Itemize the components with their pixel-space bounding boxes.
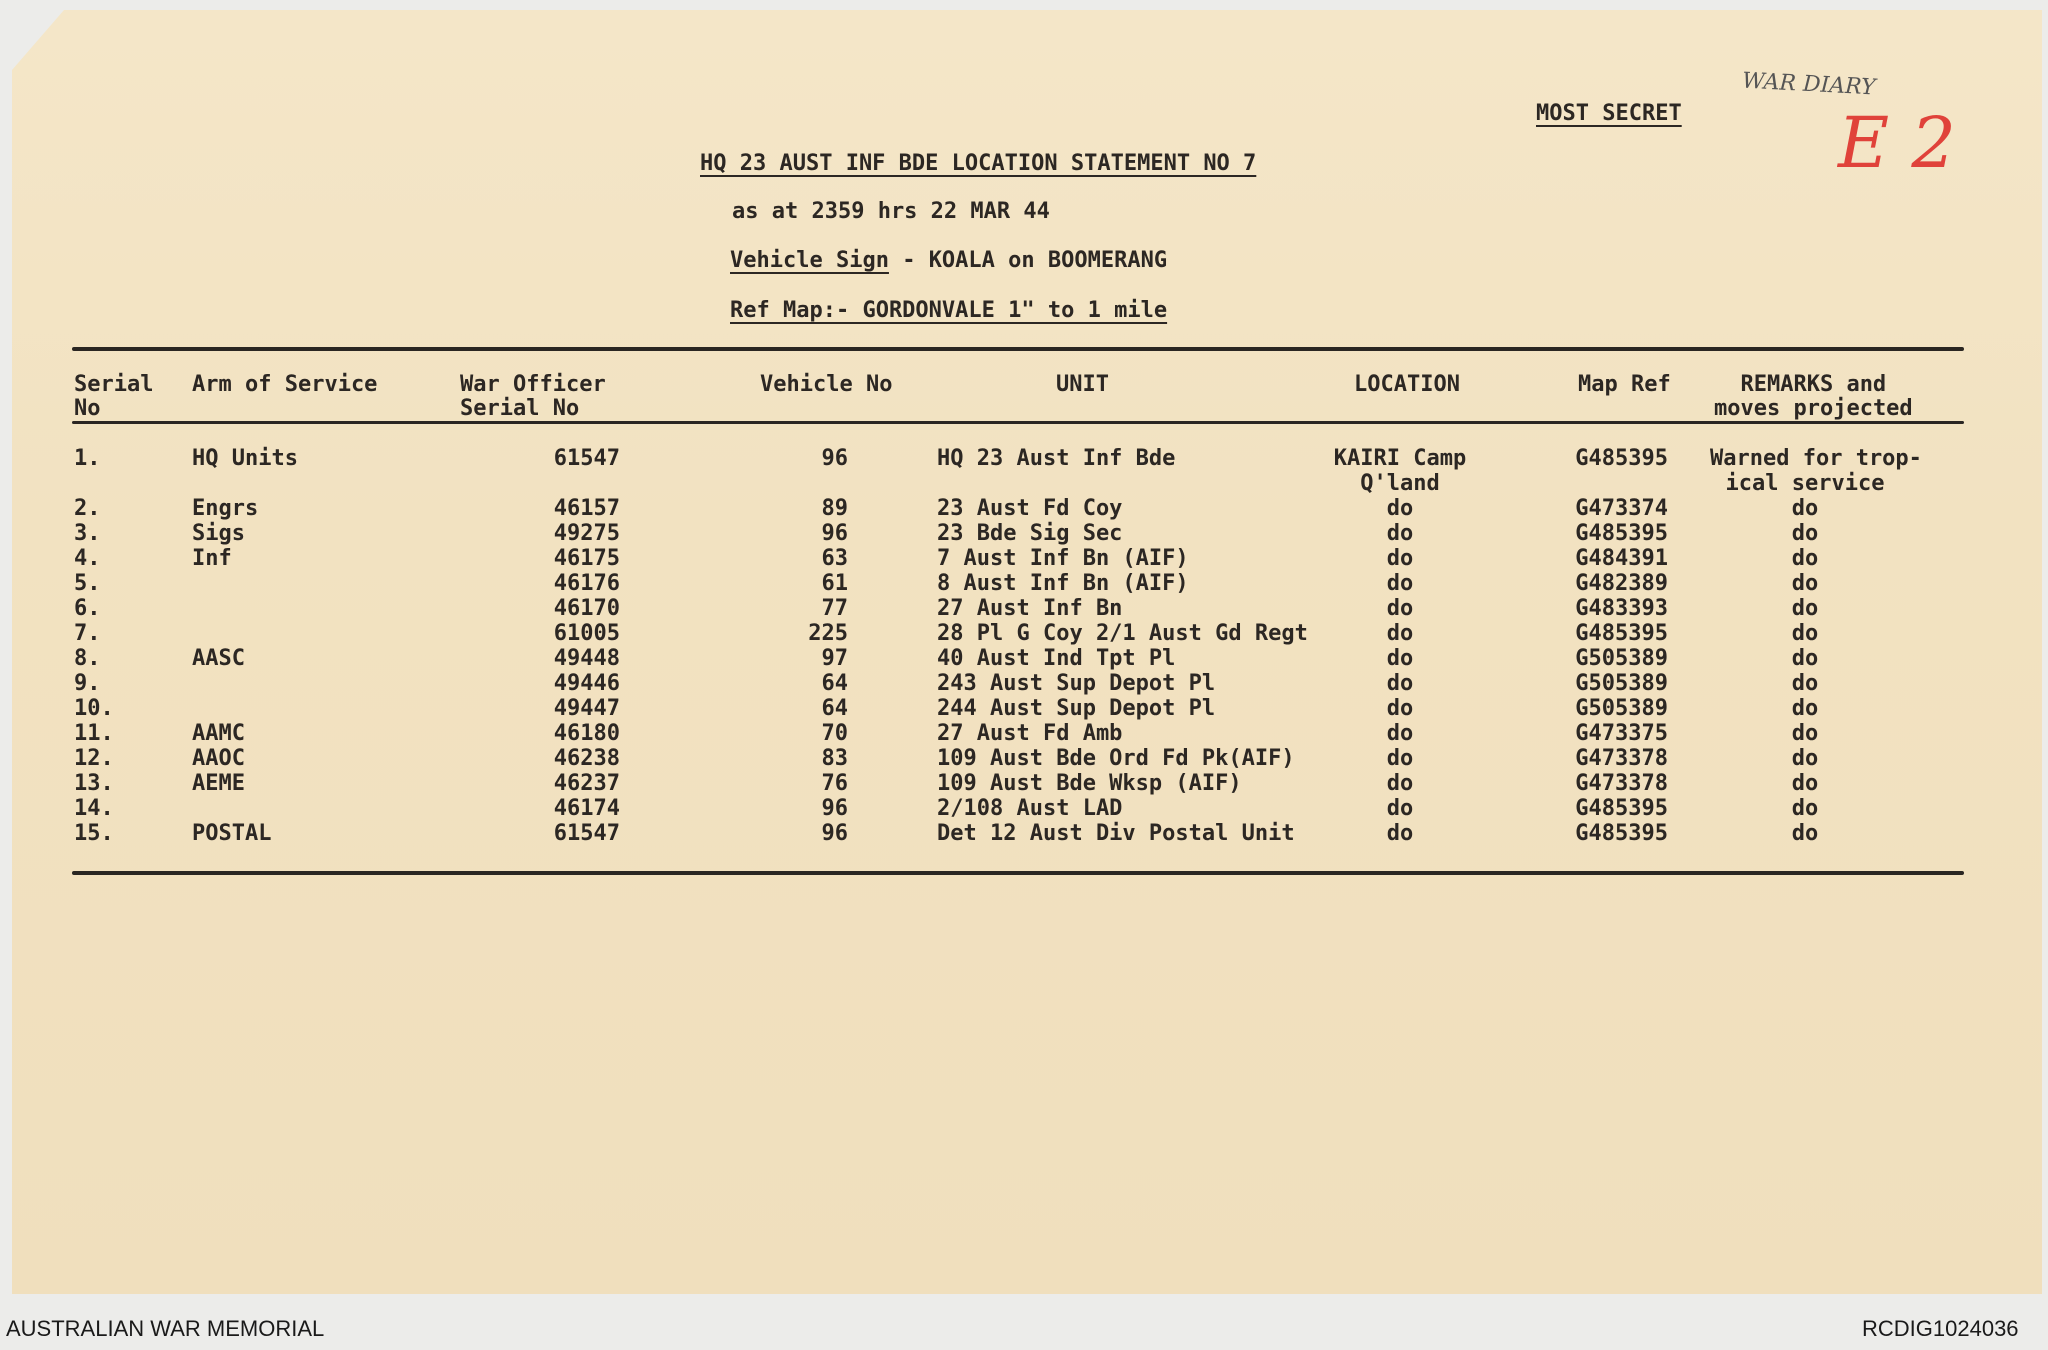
row-remarks: do <box>1791 746 1819 771</box>
row-map-ref: G482389 <box>1575 571 1668 596</box>
header-bottom-rule <box>72 421 1964 424</box>
row-war-officer-serial: 61547 <box>553 446 620 471</box>
row-war-officer-serial: 49275 <box>553 521 620 546</box>
row-map-ref: G505389 <box>1575 671 1668 696</box>
row-serial: 1. <box>74 446 101 471</box>
row-location: do <box>1386 521 1414 546</box>
row-map-ref: G473374 <box>1575 496 1668 521</box>
row-war-officer-serial: 49446 <box>553 671 620 696</box>
row-arm-of-service: AAMC <box>192 721 245 746</box>
row-war-officer-serial: 49448 <box>553 646 620 671</box>
row-serial: 2. <box>74 496 101 521</box>
row-vehicle-no: 96 <box>821 821 848 846</box>
header-remarks: REMARKS and moves projected <box>1714 372 1913 421</box>
row-war-officer-serial: 46174 <box>553 796 620 821</box>
row-map-ref: G485395 <box>1575 446 1668 471</box>
row-serial: 12. <box>74 746 114 771</box>
row-map-ref: G485395 <box>1575 821 1668 846</box>
row-arm-of-service: AASC <box>192 646 245 671</box>
row-location: do <box>1386 771 1414 796</box>
red-pencil-mark: E 2 <box>1838 102 1956 184</box>
row-map-ref: G473375 <box>1575 721 1668 746</box>
row-serial: 4. <box>74 546 101 571</box>
row-remarks: do <box>1791 696 1819 721</box>
row-serial: 10. <box>74 696 114 721</box>
row-remarks: Warned for trop- <box>1710 446 1922 471</box>
row-location: do <box>1386 546 1414 571</box>
header-arm-of-service: Arm of Service <box>192 372 378 397</box>
row-serial: 5. <box>74 571 101 596</box>
as-at-line: as at 2359 hrs 22 MAR 44 <box>732 199 1050 224</box>
row-unit: 40 Aust Ind Tpt Pl <box>937 646 1176 671</box>
table-top-rule <box>72 347 1964 351</box>
row-vehicle-no: 89 <box>821 496 848 521</box>
row-remarks: do <box>1791 646 1819 671</box>
row-arm-of-service: HQ Units <box>192 446 298 471</box>
ref-map-line: Ref Map:- GORDONVALE 1" to 1 mile <box>730 298 1168 323</box>
row-unit: 23 Bde Sig Sec <box>937 521 1123 546</box>
row-map-ref: G473378 <box>1575 746 1668 771</box>
row-location: do <box>1386 646 1414 671</box>
row-unit: 27 Aust Fd Amb <box>937 721 1123 746</box>
row-vehicle-no: 97 <box>821 646 848 671</box>
row-map-ref: G485395 <box>1575 521 1668 546</box>
row-vehicle-no: 61 <box>821 571 848 596</box>
row-map-ref: G505389 <box>1575 646 1668 671</box>
row-serial: 6. <box>74 596 101 621</box>
row-remarks: do <box>1791 521 1819 546</box>
row-remarks: do <box>1791 596 1819 621</box>
row-map-ref: G483393 <box>1575 596 1668 621</box>
row-unit: 244 Aust Sup Depot Pl <box>937 696 1216 721</box>
row-remarks-continuation: ical service <box>1725 471 1885 496</box>
row-vehicle-no: 76 <box>821 771 848 796</box>
row-unit: 243 Aust Sup Depot Pl <box>937 671 1216 696</box>
row-vehicle-no: 64 <box>821 671 848 696</box>
row-map-ref: G484391 <box>1575 546 1668 571</box>
header-serial: Serial No <box>74 372 154 421</box>
row-unit: 27 Aust Inf Bn <box>937 596 1123 621</box>
row-map-ref: G485395 <box>1575 796 1668 821</box>
row-serial: 8. <box>74 646 101 671</box>
header-unit: UNIT <box>1056 372 1109 397</box>
row-arm-of-service: Sigs <box>192 521 245 546</box>
row-unit: 109 Aust Bde Wksp (AIF) <box>937 771 1242 796</box>
row-arm-of-service: Inf <box>192 546 232 571</box>
row-map-ref: G485395 <box>1575 621 1668 646</box>
row-arm-of-service: AAOC <box>192 746 245 771</box>
header-vehicle-no: Vehicle No <box>760 372 893 397</box>
row-location: do <box>1386 571 1414 596</box>
row-location: do <box>1386 596 1414 621</box>
row-war-officer-serial: 49447 <box>553 696 620 721</box>
row-war-officer-serial: 61005 <box>553 621 620 646</box>
archive-reference: RCDIG1024036 <box>1862 1316 2019 1341</box>
row-remarks: do <box>1791 671 1819 696</box>
row-remarks: do <box>1791 546 1819 571</box>
table-bottom-rule <box>72 871 1964 875</box>
header-war-officer: War Officer Serial No <box>460 372 606 421</box>
archive-source: AUSTRALIAN WAR MEMORIAL <box>6 1316 325 1341</box>
row-location: do <box>1386 746 1414 771</box>
row-unit: HQ 23 Aust Inf Bde <box>937 446 1176 471</box>
row-serial: 3. <box>74 521 101 546</box>
row-remarks: do <box>1791 621 1819 646</box>
row-vehicle-no: 83 <box>821 746 848 771</box>
header-location: LOCATION <box>1354 372 1460 397</box>
row-remarks: do <box>1791 721 1819 746</box>
row-remarks: do <box>1791 771 1819 796</box>
row-war-officer-serial: 46157 <box>553 496 620 521</box>
row-unit: 23 Aust Fd Coy <box>937 496 1123 521</box>
row-serial: 9. <box>74 671 101 696</box>
row-location: do <box>1386 796 1414 821</box>
row-location: do <box>1386 671 1414 696</box>
row-location: do <box>1386 621 1414 646</box>
row-war-officer-serial: 46180 <box>553 721 620 746</box>
row-war-officer-serial: 46170 <box>553 596 620 621</box>
row-arm-of-service: POSTAL <box>192 821 272 846</box>
row-location: do <box>1386 696 1414 721</box>
row-location-continuation: Q'land <box>1360 471 1440 496</box>
row-map-ref: G505389 <box>1575 696 1668 721</box>
header-map-ref: Map Ref <box>1578 372 1671 397</box>
row-vehicle-no: 96 <box>821 796 848 821</box>
row-arm-of-service: AEME <box>192 771 245 796</box>
row-serial: 14. <box>74 796 114 821</box>
row-war-officer-serial: 46175 <box>553 546 620 571</box>
row-unit: Det 12 Aust Div Postal Unit <box>937 821 1295 846</box>
row-unit: 7 Aust Inf Bn (AIF) <box>937 546 1189 571</box>
vehicle-sign-value: - KOALA on BOOMERANG <box>888 248 1168 273</box>
row-vehicle-no: 96 <box>821 446 848 471</box>
row-war-officer-serial: 61547 <box>553 821 620 846</box>
vehicle-sign-line <box>730 250 1167 272</box>
row-remarks: do <box>1791 571 1819 596</box>
row-location: do <box>1386 821 1414 846</box>
row-serial: 13. <box>74 771 114 796</box>
row-vehicle-no: 63 <box>821 546 848 571</box>
row-location: do <box>1386 496 1414 521</box>
row-remarks: do <box>1791 496 1819 521</box>
classification-label: MOST SECRET <box>1536 101 1682 126</box>
row-location: KAIRI Camp <box>1333 446 1467 471</box>
row-arm-of-service: Engrs <box>192 496 259 521</box>
row-war-officer-serial: 46238 <box>553 746 620 771</box>
handwritten-annotation: WAR DIARY <box>1741 68 1877 101</box>
vehicle-sign-label: Vehicle Sign <box>730 248 889 273</box>
row-serial: 15. <box>74 821 114 846</box>
row-remarks: do <box>1791 796 1819 821</box>
document-title: HQ 23 AUST INF BDE LOCATION STATEMENT NO 7 <box>700 151 1257 176</box>
row-remarks: do <box>1791 821 1819 846</box>
row-unit: 28 Pl G Coy 2/1 Aust Gd Regt <box>937 621 1308 646</box>
row-map-ref: G473378 <box>1575 771 1668 796</box>
row-war-officer-serial: 46237 <box>553 771 620 796</box>
row-vehicle-no: 225 <box>808 621 848 646</box>
row-location: do <box>1386 721 1414 746</box>
row-vehicle-no: 70 <box>821 721 848 746</box>
row-vehicle-no: 77 <box>821 596 848 621</box>
row-unit: 2/108 Aust LAD <box>937 796 1123 821</box>
row-war-officer-serial: 46176 <box>553 571 620 596</box>
row-serial: 11. <box>74 721 114 746</box>
row-unit: 109 Aust Bde Ord Fd Pk(AIF) <box>937 746 1295 771</box>
row-unit: 8 Aust Inf Bn (AIF) <box>937 571 1189 596</box>
row-vehicle-no: 96 <box>821 521 848 546</box>
row-serial: 7. <box>74 621 101 646</box>
row-vehicle-no: 64 <box>821 696 848 721</box>
